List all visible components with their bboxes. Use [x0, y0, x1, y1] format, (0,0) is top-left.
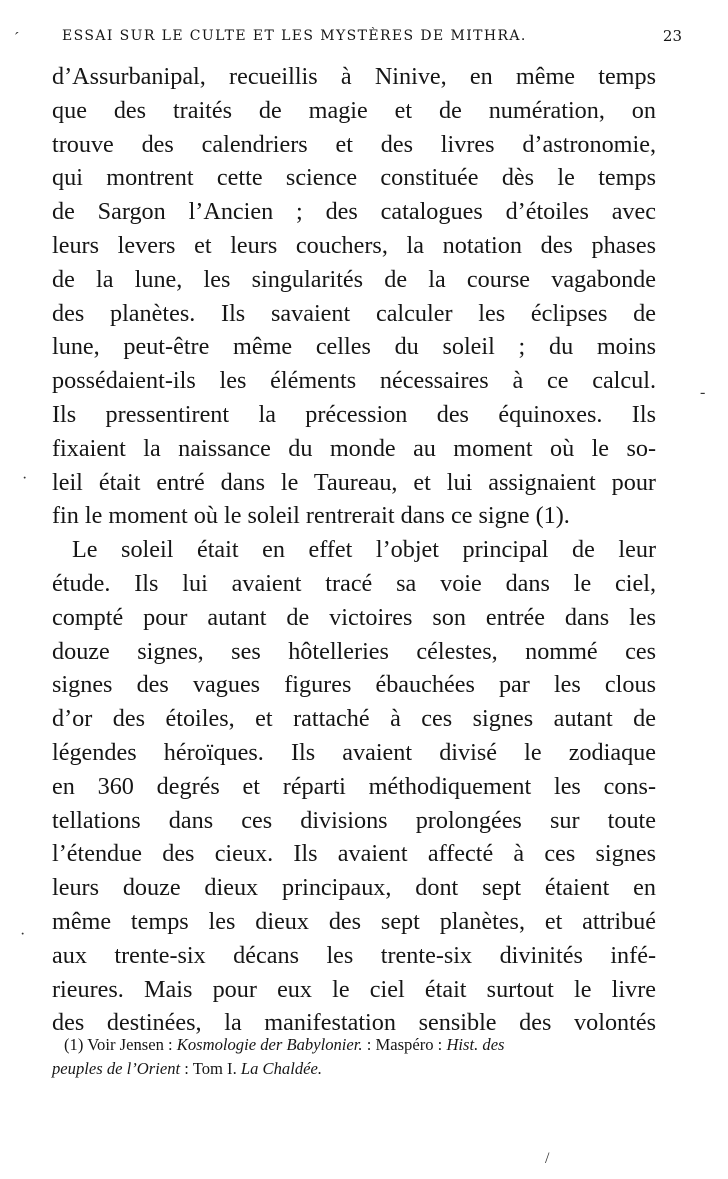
text-line: possédaient-ils les éléments nécessaires à ce calcul.: [52, 367, 656, 395]
footnote-work-title: Hist. des: [446, 1035, 505, 1054]
text-line: aux trente-six décans les trente-six divinités infé-: [52, 941, 656, 969]
running-head-title: ESSAI SUR LE CULTE ET LES MYSTÈRES DE MITHRA.: [62, 28, 527, 44]
text-line: des destinées, la manifestation sensible des volontés: [52, 1009, 656, 1037]
footnote: [52, 1033, 656, 1081]
footnote-text: : Tom I.: [180, 1059, 241, 1078]
text-line: leurs levers et leurs couchers, la notation des phases: [52, 231, 656, 259]
text-line: fin le moment où le soleil rentrerait dans ce signe (1).: [52, 502, 570, 530]
footnote-work-title: La Chaldée.: [240, 1059, 322, 1078]
text-line: douze signes, ses hôtelleries célestes, nommé ces: [52, 637, 656, 665]
footnote-text: : Maspéro :: [362, 1035, 447, 1054]
ink-speck: ·: [20, 926, 26, 943]
text-line: tellations dans ces divisions prolongées sur toute: [52, 806, 656, 834]
text-line: fixaient la naissance du monde au moment où le so-: [52, 434, 656, 462]
text-line: des planètes. Ils savaient calculer les éclipses de: [52, 299, 656, 327]
ink-speck: -: [700, 384, 706, 401]
text-line: lune, peut-être même celles du soleil ; du moins: [52, 333, 656, 361]
ink-speck: /: [545, 1150, 550, 1167]
footnote-work-title: peuples de l’Orient: [52, 1059, 181, 1078]
text-line: légendes héroïques. Ils avaient divisé le zodiaque: [52, 738, 656, 766]
text-line: leurs douze dieux principaux, dont sept étaient en: [52, 874, 656, 902]
text-line: de la lune, les singularités de la course vagabonde: [52, 265, 656, 293]
text-line: de Sargon l’Ancien ; des catalogues d’étoiles avec: [52, 198, 656, 226]
text-line: rieures. Mais pour eux le ciel était surtout le livre: [52, 975, 656, 1003]
ink-speck: ´: [14, 30, 20, 47]
text-line: l’étendue des cieux. Ils avaient affecté à ces signes: [52, 840, 656, 868]
text-line: trouve des calendriers et des livres d’astronomie,: [52, 130, 656, 158]
text-line: en 360 degrés et réparti méthodiquement les cons-: [52, 772, 656, 800]
footnote-marker: (1): [64, 1035, 84, 1054]
text-line: même temps les dieux des sept planètes, et attribué: [52, 907, 656, 935]
text-line: Le soleil était en effet l’objet principal de leur: [72, 536, 656, 564]
footnote-line: [52, 1033, 656, 1057]
text-line: compté pour autant de victoires son entrée dans les: [52, 603, 656, 631]
ink-speck: ·: [22, 470, 28, 487]
text-line: d’Assurbanipal, recueillis à Ninive, en même temps: [52, 63, 656, 90]
running-head: [62, 24, 682, 48]
body-text: [52, 60, 656, 1040]
page-number: 23: [662, 27, 682, 45]
footnote-work-title: Kosmologie der Babylonier.: [176, 1035, 363, 1054]
text-line: signes des vagues figures ébauchées par les clous: [52, 671, 656, 699]
text-line: qui montrent cette science constituée dès le temps: [52, 164, 656, 192]
text-line: Ils pressentirent la précession des équinoxes. Ils: [52, 400, 656, 428]
text-line: étude. Ils lui avaient tracé sa voie dans le ciel,: [52, 569, 656, 597]
footnote-text: Voir Jensen :: [87, 1035, 177, 1054]
text-line: d’or des étoiles, et rattaché à ces signes autant de: [52, 705, 656, 733]
text-line: leil était entré dans le Taureau, et lui assignaient pour: [52, 468, 656, 496]
text-line: que des traités de magie et de numération, on: [52, 96, 656, 124]
footnote-line: [52, 1057, 656, 1081]
